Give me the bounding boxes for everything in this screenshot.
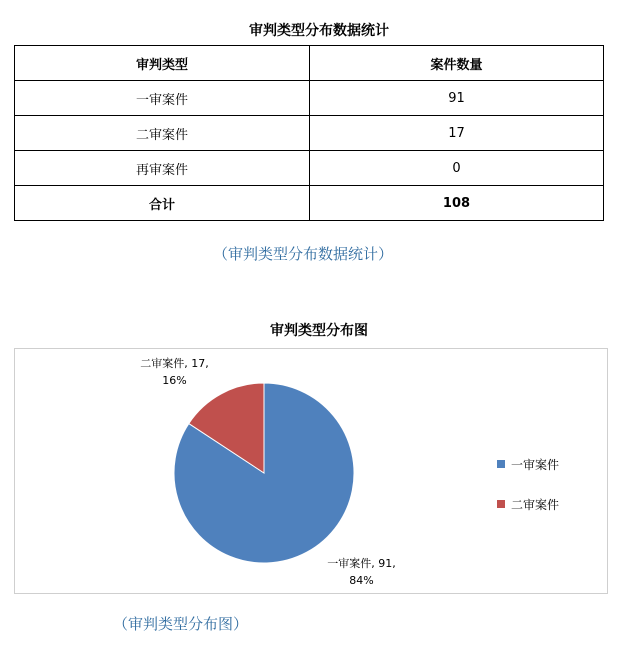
- header-count: 案件数量: [310, 46, 604, 81]
- row-type: 再审案件: [15, 151, 310, 186]
- header-type: 审判类型: [15, 46, 310, 81]
- chart-caption: （审判类型分布图）: [113, 615, 249, 633]
- pie-label-2-line2: 16%: [162, 374, 187, 387]
- table-header-row: [15, 46, 604, 81]
- stats-table: [14, 45, 604, 221]
- row-count: 0: [310, 151, 604, 186]
- table-total-row: [15, 186, 604, 221]
- chart-frame: [14, 348, 608, 594]
- table-row: [15, 151, 604, 186]
- table-row: [15, 81, 604, 116]
- pie-label-1-line2: 84%: [349, 574, 374, 587]
- legend-label: 二审案件: [511, 497, 560, 512]
- total-label: 合计: [15, 186, 310, 221]
- legend-item: [497, 484, 559, 524]
- table-title: 审判类型分布数据统计: [249, 23, 389, 39]
- chart-legend: [497, 444, 559, 524]
- row-type: 一审案件: [15, 81, 310, 116]
- table-row: [15, 116, 604, 151]
- row-type: 二审案件: [15, 116, 310, 151]
- row-count: 91: [310, 81, 604, 116]
- table-caption: （审判类型分布数据统计）: [213, 245, 394, 263]
- legend-item: [497, 444, 559, 484]
- legend-swatch: [497, 460, 505, 468]
- chart-title: 审判类型分布图: [270, 323, 368, 339]
- total-count: 108: [310, 186, 604, 221]
- pie-data-label-2: [127, 355, 222, 389]
- pie-label-2-line1: 二审案件, 17,: [140, 357, 209, 370]
- row-count: 17: [310, 116, 604, 151]
- legend-swatch: [497, 500, 505, 508]
- pie-label-1-line1: 一审案件, 91,: [327, 557, 396, 570]
- legend-label: 一审案件: [511, 457, 560, 472]
- pie-data-label-1: [309, 555, 414, 589]
